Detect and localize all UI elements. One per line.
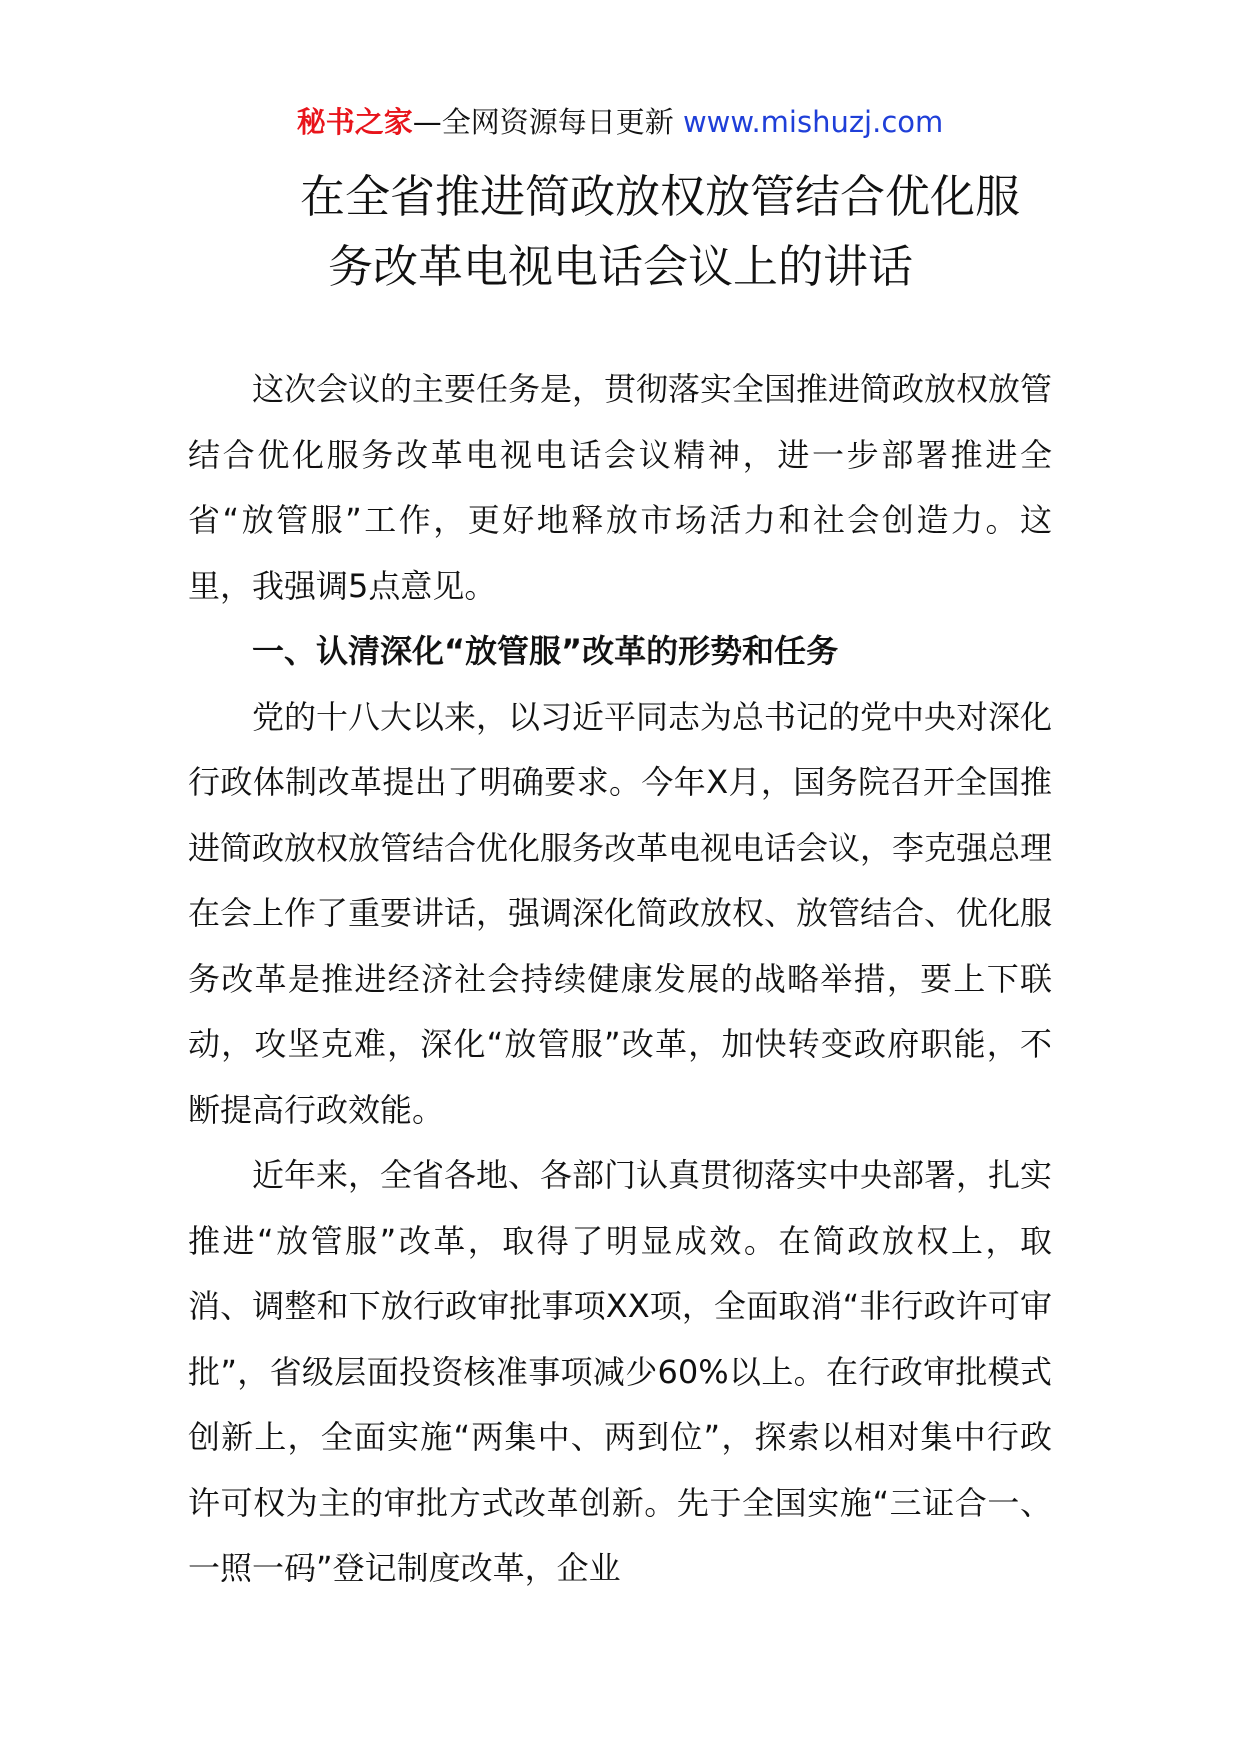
section-heading-1: 一、认清深化“放管服”改革的形势和任务 [252,632,839,670]
document-title-line-2: 务改革电视电话会议上的讲话 [328,240,914,293]
site-header [0,102,1240,142]
body-paragraph-2: 党的十八大以来，以习近平同志为总书记的党中央对深化行政体制改革提出了明确要求。今年X月，国务院召开全国推进简政放权放管结合优化服务改革电视电话会议，李克强总理在会上作了重要讲话，强调深化简政放权、放管结合、优化服务改革是推进经济社会持续健康发展的战略举措，要上下联动，攻坚克难，深化“放管服”改革，加快转变政府职能，不断提高行政效能。 [188,697,1053,1129]
site-tagline: —全网资源每日更新 [412,105,683,139]
document-body [188,357,1052,1602]
body-paragraph-1: 这次会议的主要任务是，贯彻落实全国推进简政放权放管结合优化服务改革电视电话会议精神，进一步部署推进全省“放管服”工作，更好地释放市场活力和社会创造力。这里，我强调5点意见。 [188,370,1053,605]
site-brand: 秘书之家 [296,105,413,139]
document-title-line-1: 在全省推进简政放权放管结合优化服 [300,170,1021,223]
body-paragraph-3: 近年来，全省各地、各部门认真贯彻落实中央部署，扎实推进“放管服”改革，取得了明显成效。在简政放权上，取消、调整和下放行政审批事项XX项，全面取消“非行政许可审批”，省级层面投资核准事项减少60%以上。在行政审批模式创新上，全面实施“两集中、两到位”，探索以相对集中行政许可权为主的审批方式改革创新。先于全国实施“三证合一、一照一码”登记制度改革，企业 [188,1156,1053,1587]
document-title [250,162,1090,302]
site-url-link[interactable]: www.mishuzj.com [682,105,944,139]
